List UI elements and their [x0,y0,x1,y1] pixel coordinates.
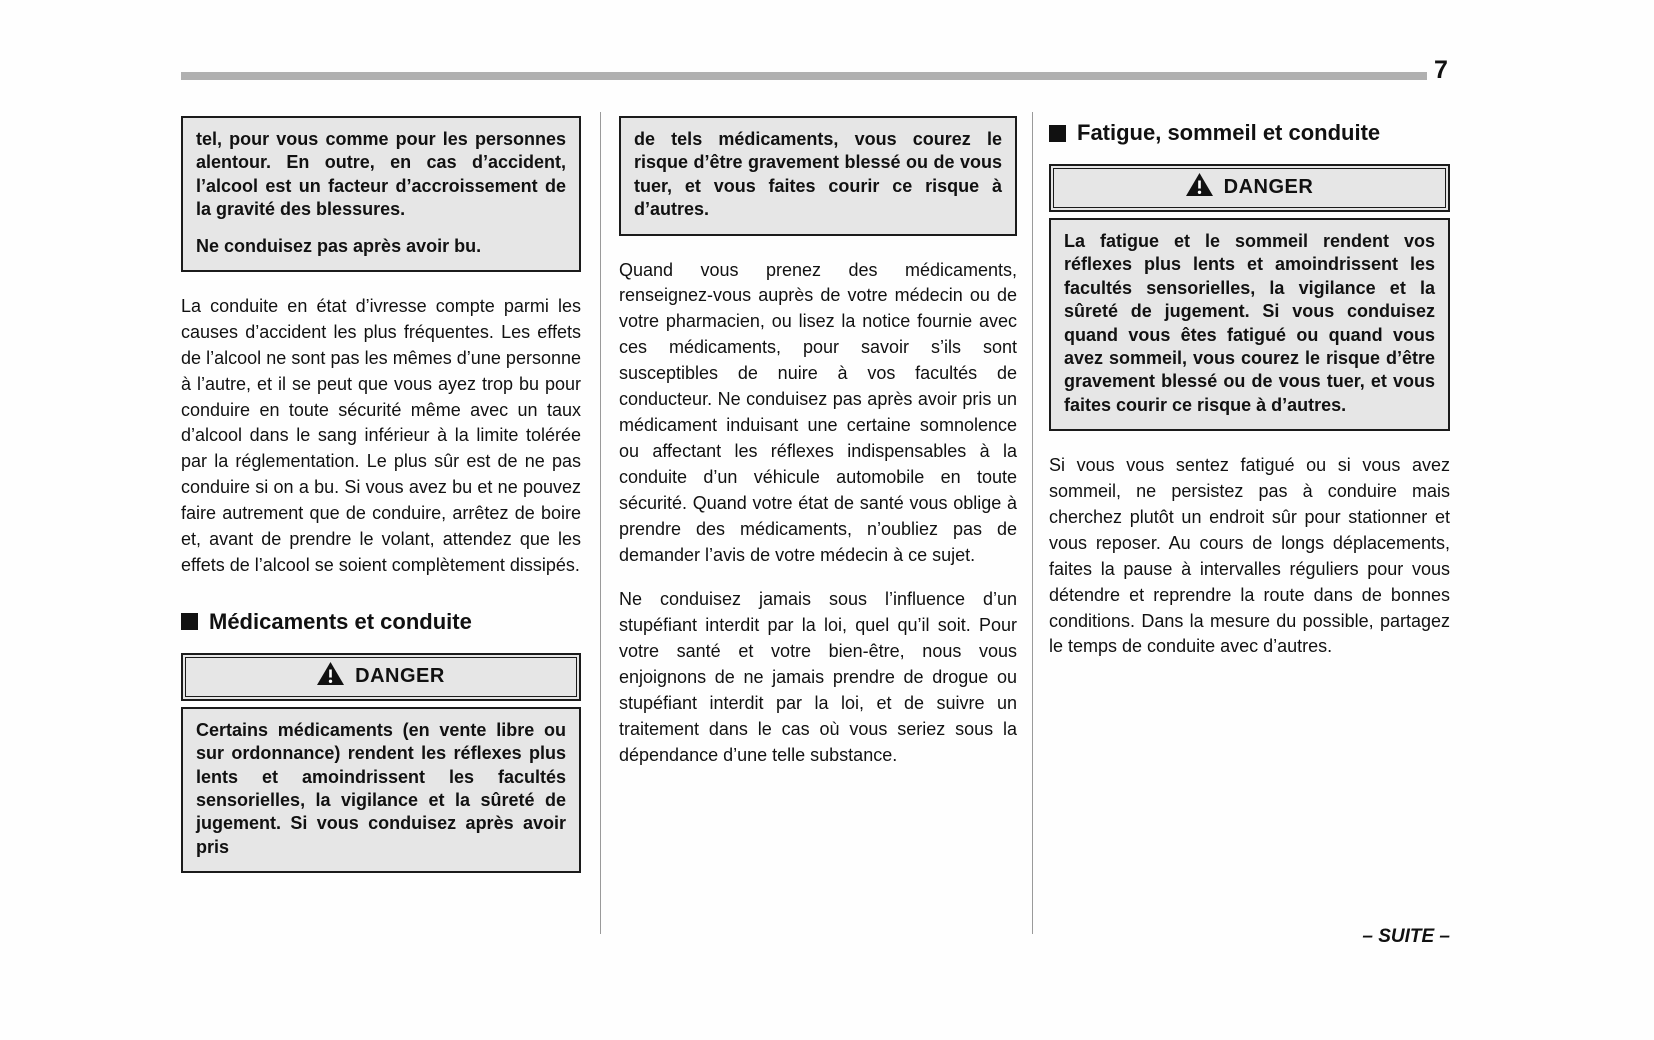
danger-label: DANGER [355,664,445,687]
danger-header [1049,164,1450,212]
section-heading-fatigue [1049,120,1450,146]
section-square-icon [181,613,198,630]
danger-content-text: Certains médicaments (en vente libre ou sur ordonnance) rendent les réflexes plus lents et amoindrissent les facultés sensorielles, la vigilance et la sûreté de jugement. Si vous conduisez après avoir pris [196,719,566,857]
column-divider [600,112,601,934]
body-paragraph: Si vous vous sentez fatigué ou si vous avez sommeil, ne persistez pas à conduire mais cherchez plutôt un endroit sûr pour stationner et vous reposer. Au cours de longs déplacements, faites la pause à intervalles réguliers pour vous détendre et reprendre la route dans de bonnes conditions. Dans la mesure du possible, partagez le temps de conduite avec d’autres. [1049,455,1450,657]
danger-label: DANGER [1223,176,1314,198]
danger-content-text: La fatigue et le sommeil rendent vos réflexes plus lents et amoindrissent les facultés sensorielles, la vigilance et la sûreté de jugement. Si vous conduisez quand vous êtes fatigué ou quand vous avez sommeil, vous courez le risque d’être gravement blessé ou de vous tuer, et vous faites courir ce risque à d’autres. [1064,231,1435,415]
warning-triangle-icon [317,662,344,691]
danger-header-inner [185,657,577,697]
danger-content-text: de tels médicaments, vous courez le risque d’être gravement blessé ou de vous tuer, et vous faites courir ce risque à d’autres. [634,129,1002,220]
column-left [181,116,581,873]
danger-header [181,653,581,701]
section-square-icon [1049,125,1066,142]
column-right [1049,116,1450,660]
danger-content-box [1049,218,1450,431]
body-paragraph: La conduite en état d’ivresse compte parmi les causes d’accident les plus fréquentes. Les effets de l’alcool ne sont pas les mêmes d’une personne à l’autre, et il se peut que vous ayez trop bu pour conduire en toute sécurité même avec un taux d’alcool dans le sang inférieur à la limite tolérée par la réglementation. Le plus sûr est de ne pas conduire si on a bu. Si vous avez bu et ne pouvez faire autrement que de conduire, arrêtez de boire et, avant de prendre le volant, attendez que les effets de l’alcool se soient complètement dissipés. [181,295,581,576]
warning-box-text: tel, pour vous comme pour les personnes alentour. En outre, en cas d’accident, l’alcool est un facteur d’accroissement de la gravité des blessures. [196,129,566,220]
danger-header-inner [1053,168,1446,208]
column-middle [619,116,1017,769]
danger-content-box [181,707,581,873]
warning-triangle-icon [1186,173,1213,202]
warning-box-emphasis: Ne conduisez pas après avoir bu. [196,235,482,256]
footer-suite-label: – SUITE – [1362,926,1450,947]
section-heading-medicaments [181,609,581,635]
section-heading-label: Médicaments et conduite [209,608,472,634]
column-divider [1032,112,1033,934]
alcohol-warning-box [181,116,581,272]
top-rule [181,72,1427,80]
section-heading-label: Fatigue, sommeil et conduite [1077,120,1381,145]
danger-content-box-continued [619,116,1017,236]
body-paragraph: Quand vous prenez des médicaments, renseignez-vous auprès de votre médecin ou de votre pharmacien, ou lisez la notice fournie avec ces médicaments, pour savoir s’ils sont susceptibles de nuire à vos facultés de conducteur. Ne conduisez pas après avoir pris un médicament induisant une certaine somnolence ou affectant les réflexes indispensables à la conduite d’un véhicule automobile en toute sécurité. Quand votre état de santé vous oblige à prendre des médicaments, n’oubliez pas de demander l’avis de votre médecin à ce sujet. [619,259,1017,565]
page-number: 7 [1434,56,1448,84]
body-paragraph: Ne conduisez jamais sous l’influence d’un stupéfiant interdit par la loi, quel qu’il soit. Pour votre santé et votre bien-être, nous vous enjoignons de ne jamais prendre de drogue ou stupéfiant interdit par la loi, et de suivre un traitement dans le cas où vous seriez sous la dépendance d’une telle substance. [619,589,1017,765]
